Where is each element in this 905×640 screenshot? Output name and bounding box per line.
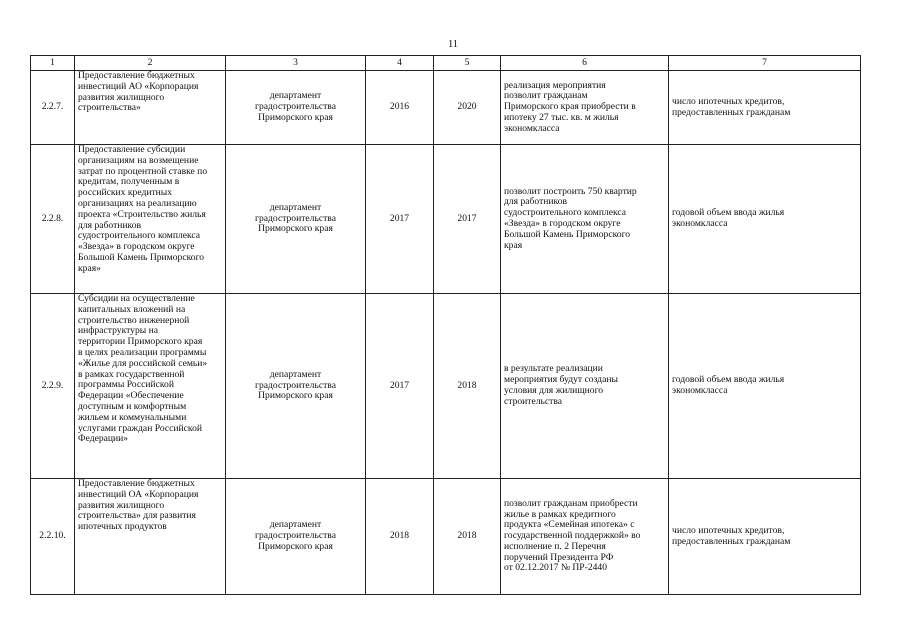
column-header: 2	[75, 56, 226, 71]
responsible-department	[226, 479, 366, 595]
indicator-text: годовой объем ввода жилья экономкласса	[672, 374, 785, 396]
indicator-text: число ипотечных кредитов, предоставленных гражданам	[672, 524, 791, 547]
result-text: позволит построить 750 квартир для работников судостроительного комплекса «Звезда» в городском округе Большой Камень Приморского края	[504, 185, 637, 251]
year-end: 2018	[434, 294, 501, 479]
expected-result	[501, 294, 669, 479]
measure-name-text: Предоставление субсидии организациям на возмещение затрат по процентной ставке по кредитам, полученным в российских кредитных организациях на реализацию проекта «Строительство жилья для работников судостроительного комплекса «Звезда» в городском округе Большой Камень Приморского края»	[78, 144, 208, 274]
page-number: 11	[447, 39, 459, 50]
item-number: 2.2.7.	[31, 71, 75, 145]
item-number: 2.2.8.	[31, 145, 75, 294]
item-number: 2.2.9.	[31, 294, 75, 479]
result-text: реализация мероприятия позволит гражданам Приморского края приобрести в ипотеку 27 тыс. кв. м жилья экономкласса	[504, 79, 636, 134]
result-text: в результате реализации мероприятия будут созданы условия для жилищного строительства	[504, 363, 618, 407]
indicator	[669, 71, 861, 145]
indicator	[669, 294, 861, 479]
measure-name	[75, 294, 226, 479]
column-header: 4	[366, 56, 434, 71]
measure-name-text: Предоставление бюджетных инвестиций ОА «Корпорация развития жилищного строительства» для развития ипотечных продуктов	[78, 478, 199, 533]
column-header: 6	[501, 56, 669, 71]
year-start: 2017	[366, 145, 434, 294]
column-header: 1	[31, 56, 75, 71]
measure-name	[75, 71, 226, 145]
header-row	[31, 56, 861, 71]
year-start: 2016	[366, 71, 434, 145]
indicator-text: годовой объем ввода жилья экономкласса	[672, 207, 785, 229]
table-row	[31, 71, 861, 145]
department-text: департамент градостроительства Приморского края	[255, 519, 336, 552]
indicator-text: число ипотечных кредитов, предоставленных гражданам	[672, 95, 791, 118]
responsible-department	[226, 71, 366, 145]
department-text: департамент градостроительства Приморского края	[255, 201, 336, 235]
column-header: 5	[434, 56, 501, 71]
year-end: 2020	[434, 71, 501, 145]
department-text: департамент градостроительства Приморского края	[255, 368, 336, 402]
table-row	[31, 479, 861, 595]
column-header: 7	[669, 56, 861, 71]
result-text: позволит гражданам приобрести жилье в рамках кредитного продукта «Семейная ипотека» с государственной поддержкой» во исполнение п. 2 Перечня поручений Президента РФ от 02.12.2017 № ПР-2440	[504, 497, 641, 574]
year-end: 2018	[434, 479, 501, 595]
measure-name-text: Предоставление бюджетных инвестиций АО «Корпорация развития жилищного строительства»	[78, 70, 199, 114]
year-end: 2017	[434, 145, 501, 294]
year-start: 2018	[366, 479, 434, 595]
measure-name	[75, 145, 226, 294]
item-number: 2.2.10.	[31, 479, 75, 595]
table-row	[31, 145, 861, 294]
measures-table	[30, 55, 861, 595]
indicator	[669, 479, 861, 595]
measure-name	[75, 479, 226, 595]
table-row	[31, 294, 861, 479]
expected-result	[501, 479, 669, 595]
responsible-department	[226, 294, 366, 479]
column-header: 3	[226, 56, 366, 71]
expected-result	[501, 71, 669, 145]
indicator	[669, 145, 861, 294]
responsible-department	[226, 145, 366, 294]
measure-name-text: Субсидии на осуществление капитальных вложений на строительство инженерной инфраструктуры на территории Приморского края в целях реализации программы «Жилье для российской семьи» в рамках государственной программы Российской Федерации «Обеспечение доступным и комфортным жильем и коммунальными услугами граждан Российской Федерации»	[78, 293, 208, 445]
expected-result	[501, 145, 669, 294]
department-text: департамент градостроительства Приморского края	[255, 90, 336, 123]
year-start: 2017	[366, 294, 434, 479]
